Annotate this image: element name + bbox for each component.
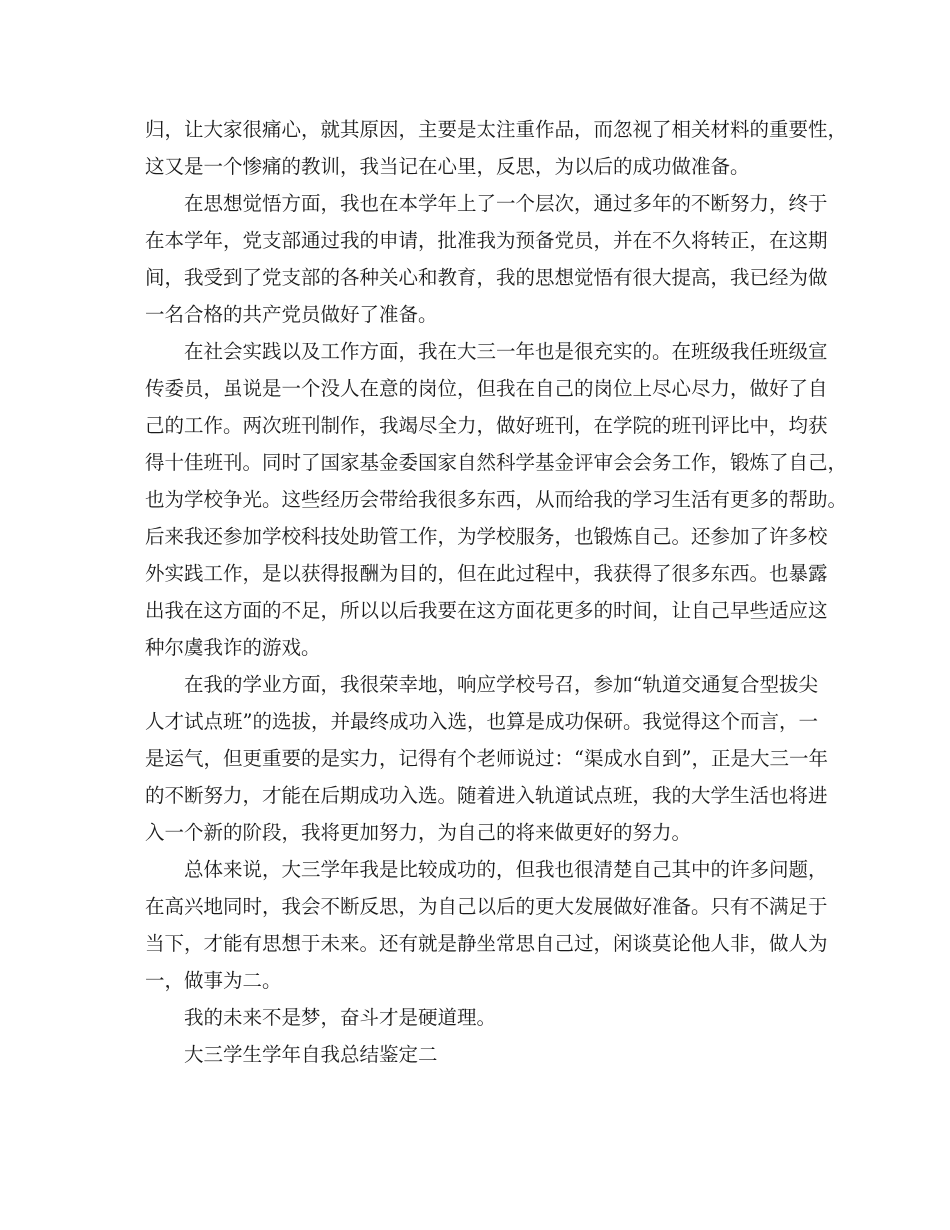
- text-line: 这又是一个惨痛的教训，我当记在心里，反思，为以后的成功做准备。: [145, 155, 750, 178]
- text-line: 传委员，虽说是一个没人在意的岗位，但我在自己的岗位上尽心尽力，做好了自: [145, 377, 828, 400]
- text-line: 在社会实践以及工作方面，我在大三一年也是很充实的。在班级我任班级宣: [184, 340, 828, 363]
- text-line: 是运气，但更重要的是实力，记得有个老师说过：“渠成水自到”，正是大三一年: [145, 747, 828, 770]
- text-line: 出我在这方面的不足，所以以后我要在这方面花更多的时间，让自己早些适应这: [145, 599, 828, 622]
- text-line: 也为学校争光。这些经历会带给我很多东西，从而给我的学习生活有更多的帮助。: [145, 488, 848, 511]
- text-line: 一名合格的共产党员做好了准备。: [145, 303, 438, 326]
- text-line: 入一个新的阶段，我将更加努力，为自己的将来做更好的努力。: [145, 821, 692, 844]
- text-line: 得十佳班刊。同时了国家基金委国家自然科学基金评审会会务工作，锻炼了自己，: [145, 451, 848, 474]
- text-line: 后来我还参加学校科技处助管工作，为学校服务，也锻炼自己。还参加了许多校: [145, 525, 828, 548]
- paragraph: [145, 851, 828, 999]
- paragraph: [145, 185, 828, 333]
- paragraph: [145, 333, 848, 666]
- paragraph: [145, 111, 848, 185]
- text-line: 一，做事为二。: [145, 969, 282, 992]
- text-line: 在我的学业方面，我很荣幸地，响应学校号召，参加“轨道交通复合型拔尖: [184, 673, 818, 696]
- text-line: 在本学年，党支部通过我的申请，批准我为预备党员，并在不久将转正，在这期: [145, 229, 828, 252]
- text-line: 的不断努力，才能在后期成功入选。随着进入轨道试点班，我的大学生活也将进: [145, 784, 828, 807]
- text-line: 间，我受到了党支部的各种关心和教育，我的思想觉悟有很大提高，我已经为做: [145, 266, 828, 289]
- text-line: 大三学生学年自我总结鉴定二: [184, 1043, 438, 1066]
- section-heading: [145, 1036, 805, 1073]
- text-line: 总体来说，大三学年我是比较成功的，但我也很清楚自己其中的许多问题，: [184, 858, 828, 881]
- text-line: 当下，才能有思想于未来。还有就是静坐常思自己过，闲谈莫论他人非，做人为: [145, 932, 828, 955]
- text-line: 在高兴地同时，我会不断反思，为自己以后的更大发展做好准备。只有不满足于: [145, 895, 828, 918]
- paragraph: [145, 666, 828, 851]
- document-body: [145, 111, 848, 1073]
- text-line: 我的未来不是梦，奋斗才是硬道理。: [184, 1006, 497, 1029]
- text-line: 外实践工作，是以获得报酬为目的，但在此过程中，我获得了很多东西。也暴露: [145, 562, 828, 585]
- text-line: 人才试点班”的选拔，并最终成功入选，也算是成功保研。我觉得这个而言，一: [145, 710, 818, 733]
- text-line: 在思想觉悟方面，我也在本学年上了一个层次，通过多年的不断努力，终于: [184, 192, 828, 215]
- paragraph: [145, 999, 805, 1036]
- text-line: 归，让大家很痛心，就其原因，主要是太注重作品，而忽视了相关材料的重要性，: [145, 118, 848, 141]
- text-line: 己的工作。两次班刊制作，我竭尽全力，做好班刊，在学院的班刊评比中，均获: [145, 414, 828, 437]
- text-line: 种尔虞我诈的游戏。: [145, 636, 321, 659]
